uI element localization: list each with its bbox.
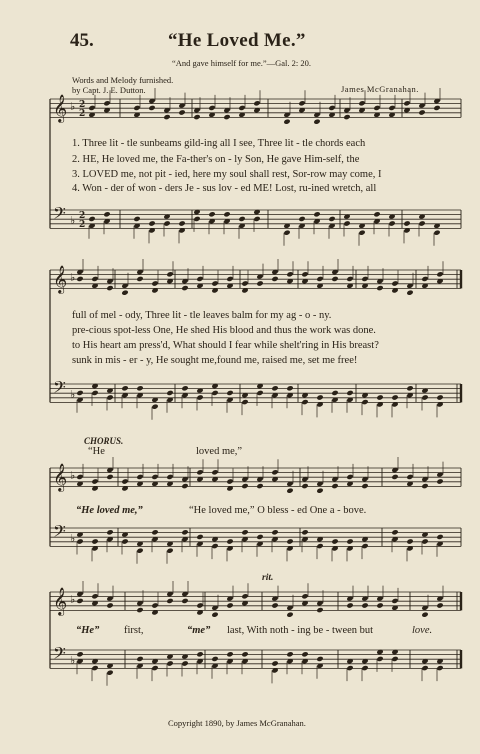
words-credit-line-2: by Capt. J. E. Dutton. <box>72 85 146 95</box>
note-head <box>211 390 218 396</box>
note-head <box>391 656 398 662</box>
note-head <box>166 660 173 666</box>
note-head <box>121 290 128 296</box>
note-head <box>271 385 278 391</box>
note-head <box>151 280 158 286</box>
note-head <box>238 216 245 222</box>
time-signature: 2 <box>79 220 86 230</box>
note-head <box>361 399 368 405</box>
note-head <box>253 216 260 222</box>
bass-clef-icon: 𝄢 <box>53 377 66 401</box>
note-head <box>433 105 440 111</box>
note-head <box>391 394 398 400</box>
note-head <box>211 656 218 662</box>
verse-1-line-1: 1. Three lit - tle sunbeams gild-ing all I see, Three lit - tle chords each <box>72 138 366 149</box>
note-head <box>178 220 185 226</box>
verse-4-line-2: sunk in mis - er - y, He sought me,found me, raised me, set me free! <box>72 355 358 366</box>
note-head <box>133 216 140 222</box>
flat-icon: ♭ <box>70 214 76 227</box>
note-head <box>193 114 200 120</box>
note-head <box>121 478 128 484</box>
note-head <box>226 390 233 396</box>
note-head <box>361 483 368 489</box>
note-head <box>331 276 338 282</box>
note-head <box>151 404 158 410</box>
note-head <box>298 100 305 106</box>
chorus-line-1-italic: “He loved me,” <box>76 505 143 516</box>
note-head <box>196 602 203 608</box>
flat-icon: ♭ <box>70 532 76 545</box>
note-head <box>181 285 188 291</box>
note-head <box>256 280 263 286</box>
note-head <box>253 100 260 106</box>
note-head <box>103 211 110 217</box>
chorus-line-2-he: “He” <box>76 625 100 636</box>
note-head <box>178 109 185 115</box>
note-head <box>91 665 98 671</box>
note-head <box>76 390 83 396</box>
bass-clef-icon: 𝄢 <box>53 203 66 227</box>
note-head <box>346 602 353 608</box>
note-head <box>346 276 353 282</box>
note-head <box>76 474 83 480</box>
note-head <box>361 543 368 549</box>
note-head <box>391 529 398 535</box>
treble-clef-icon: 𝄞 <box>53 463 68 491</box>
note-head <box>373 211 380 217</box>
note-head <box>301 593 308 599</box>
note-head <box>241 280 248 286</box>
note-head <box>208 105 215 111</box>
note-head <box>343 114 350 120</box>
note-head <box>163 220 170 226</box>
note-head <box>286 385 293 391</box>
note-head <box>421 394 428 400</box>
note-head <box>436 394 443 400</box>
note-head <box>391 280 398 286</box>
note-head <box>136 276 143 282</box>
time-signature: 2 <box>79 211 86 221</box>
note-head <box>151 602 158 608</box>
verse-2-line-1: 2. HE, He loved me, the Fa-ther's on - ly Son, He gave Him-self, the <box>72 154 360 165</box>
note-head <box>421 612 428 618</box>
note-head <box>418 220 425 226</box>
note-head <box>181 385 188 391</box>
note-head <box>271 276 278 282</box>
note-head <box>406 538 413 544</box>
note-head <box>286 612 293 618</box>
note-head <box>136 656 143 662</box>
note-head <box>421 538 428 544</box>
copyright-notice: Copyright 1890, by James McGranahan. <box>168 718 306 728</box>
note-head <box>166 474 173 480</box>
note-head <box>106 602 113 608</box>
note-head <box>331 538 338 544</box>
note-head <box>196 394 203 400</box>
note-head <box>106 394 113 400</box>
note-head <box>376 285 383 291</box>
note-head <box>313 119 320 125</box>
chorus-alto-1: “He <box>88 446 105 457</box>
flat-icon: ♭ <box>70 388 76 401</box>
time-signature: 2 <box>79 100 86 110</box>
note-head <box>388 105 395 111</box>
note-head <box>241 651 248 657</box>
note-head <box>361 665 368 671</box>
note-head <box>286 271 293 277</box>
hymn-number: 45. <box>70 30 94 51</box>
note-head <box>301 399 308 405</box>
note-head <box>316 543 323 549</box>
note-head <box>76 276 83 282</box>
note-head <box>283 119 290 125</box>
note-head <box>433 230 440 236</box>
time-signature: 2 <box>79 109 86 119</box>
verse-3-line-2: to His heart am press'd, What should I fear while shelt'ring in His breast? <box>72 340 379 351</box>
note-head <box>358 230 365 236</box>
note-head <box>256 390 263 396</box>
note-head <box>181 598 188 604</box>
note-head <box>151 529 158 535</box>
note-head <box>331 483 338 489</box>
note-head <box>403 220 410 226</box>
note-head <box>181 483 188 489</box>
flat-icon: ♭ <box>70 469 76 482</box>
note-head <box>211 280 218 286</box>
note-head <box>346 538 353 544</box>
note-head <box>211 469 218 475</box>
note-head <box>316 607 323 613</box>
composer-credit: James McGranahan. <box>341 84 419 94</box>
note-head <box>196 534 203 540</box>
note-head <box>91 593 98 599</box>
note-head <box>91 276 98 282</box>
note-head <box>181 660 188 666</box>
note-head <box>331 390 338 396</box>
note-head <box>88 216 95 222</box>
note-head <box>328 216 335 222</box>
flat-icon: ♭ <box>70 100 76 113</box>
note-head <box>196 469 203 475</box>
words-credit-line-1: Words and Melody furnished. <box>72 75 174 85</box>
note-head <box>406 474 413 480</box>
note-head <box>436 271 443 277</box>
scripture-reference: “And gave himself for me.”—Gal. 2: 20. <box>172 58 312 68</box>
note-head <box>148 220 155 226</box>
chorus-alto-2: loved me,” <box>196 446 243 457</box>
treble-clef-icon: 𝄞 <box>53 94 68 122</box>
chorus-line-2-first: first, <box>124 625 144 636</box>
note-head <box>103 100 110 106</box>
bass-clef-icon: 𝄢 <box>53 521 66 545</box>
note-head <box>361 602 368 608</box>
note-head <box>256 483 263 489</box>
note-head <box>211 543 218 549</box>
note-head <box>328 105 335 111</box>
note-head <box>193 216 200 222</box>
ritardando-mark: rit. <box>262 573 274 583</box>
note-head <box>313 211 320 217</box>
note-head <box>301 651 308 657</box>
note-head <box>373 105 380 111</box>
note-head <box>271 602 278 608</box>
note-head <box>421 276 428 282</box>
note-head <box>91 478 98 484</box>
note-head <box>91 390 98 396</box>
note-head <box>436 478 443 484</box>
flat-icon: ♭ <box>70 654 76 667</box>
verse-2-line-2: pre-cious spot-less One, He shed His blood and thus the work was done. <box>72 325 376 336</box>
note-head <box>241 593 248 599</box>
note-head <box>358 100 365 106</box>
note-head <box>196 276 203 282</box>
note-head <box>286 538 293 544</box>
note-head <box>136 385 143 391</box>
note-head <box>166 271 173 277</box>
note-head <box>436 602 443 608</box>
note-head <box>241 529 248 535</box>
note-head <box>106 474 113 480</box>
note-head <box>91 538 98 544</box>
note-head <box>136 474 143 480</box>
note-head <box>106 670 113 676</box>
note-head <box>388 220 395 226</box>
note-head <box>133 105 140 111</box>
note-head <box>136 607 143 613</box>
note-head <box>241 483 248 489</box>
note-head <box>76 598 83 604</box>
note-head <box>106 529 113 535</box>
note-head <box>76 651 83 657</box>
note-head <box>166 390 173 396</box>
note-head <box>301 271 308 277</box>
verse-1-line-2: full of mel - ody, Three lit - tle leaves balm for my ag - o - ny. <box>72 310 332 321</box>
note-head <box>418 109 425 115</box>
note-head <box>241 399 248 405</box>
note-head <box>301 529 308 535</box>
note-head <box>316 276 323 282</box>
flat-icon: ♭ <box>70 271 76 284</box>
note-head <box>283 230 290 236</box>
treble-clef-icon: 𝄞 <box>53 265 68 293</box>
note-head <box>346 665 353 671</box>
note-head <box>226 276 233 282</box>
note-head <box>346 474 353 480</box>
note-head <box>76 538 83 544</box>
note-head <box>211 612 218 618</box>
note-head <box>121 538 128 544</box>
note-head <box>391 474 398 480</box>
note-head <box>406 290 413 296</box>
flat-icon: ♭ <box>70 593 76 606</box>
note-head <box>271 469 278 475</box>
chorus-line-2-love: love. <box>412 625 433 636</box>
note-head <box>343 220 350 226</box>
note-head <box>226 602 233 608</box>
note-head <box>271 660 278 666</box>
note-head <box>181 529 188 535</box>
chorus-line-2-rest: last, With noth - ing be - tween but <box>227 625 374 636</box>
note-head <box>376 602 383 608</box>
note-head <box>208 211 215 217</box>
note-head <box>166 548 173 554</box>
note-head <box>436 665 443 671</box>
note-head <box>226 478 233 484</box>
note-head <box>316 488 323 494</box>
note-head <box>298 216 305 222</box>
note-head <box>148 105 155 111</box>
note-head <box>223 114 230 120</box>
treble-clef-icon: 𝄞 <box>53 587 68 615</box>
note-head <box>226 538 233 544</box>
note-head <box>286 651 293 657</box>
note-head <box>106 285 113 291</box>
note-head <box>121 385 128 391</box>
note-head <box>163 114 170 120</box>
note-head <box>376 656 383 662</box>
note-head <box>316 656 323 662</box>
verse-3-line-1: 3. LOVED me, not pit - ied, here my soul shall rest, Sor-row may come, I <box>72 169 382 180</box>
note-head <box>256 534 263 540</box>
note-head <box>406 385 413 391</box>
note-head <box>151 665 158 671</box>
note-head <box>151 474 158 480</box>
chorus-line-1: “He loved me,” O bless - ed One a - bove. <box>189 505 367 516</box>
chorus-line-2-me: “me” <box>187 625 211 636</box>
note-head <box>376 394 383 400</box>
note-head <box>361 276 368 282</box>
verse-4-line-1: 4. Won - der of won - ders Je - sus lov - ed ME! Lost, ru-ined wretch, all <box>72 183 377 194</box>
note-head <box>421 665 428 671</box>
hymn-title: “He Loved Me.” <box>168 30 306 51</box>
note-head <box>316 394 323 400</box>
note-head <box>136 548 143 554</box>
note-head <box>88 105 95 111</box>
note-head <box>436 534 443 540</box>
chorus-label: CHORUS. <box>84 436 124 446</box>
note-head <box>226 651 233 657</box>
bass-clef-icon: 𝄢 <box>53 643 66 667</box>
note-head <box>196 651 203 657</box>
note-head <box>403 100 410 106</box>
note-head <box>166 598 173 604</box>
note-head <box>421 483 428 489</box>
note-head <box>238 105 245 111</box>
note-head <box>286 488 293 494</box>
note-head <box>223 211 230 217</box>
note-head <box>346 390 353 396</box>
note-head <box>271 529 278 535</box>
note-head <box>391 598 398 604</box>
note-head <box>301 483 308 489</box>
